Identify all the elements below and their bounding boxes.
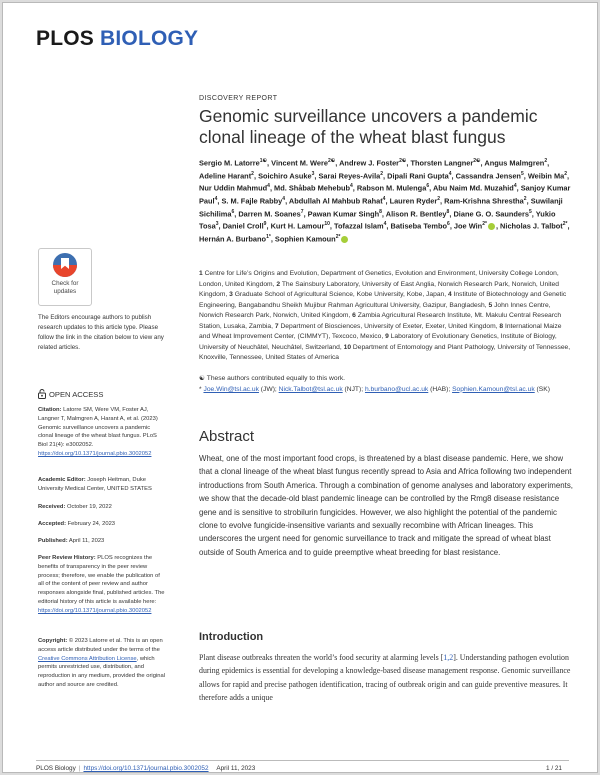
author-affiliation-marker: 4 bbox=[382, 196, 386, 203]
author-name[interactable]: Daniel Croll bbox=[222, 221, 264, 231]
received-date: Received: October 19, 2022 bbox=[38, 504, 112, 510]
correspondence-marker: * bbox=[199, 385, 204, 393]
footer-doi-link[interactable]: https://doi.org/10.1371/journal.pbio.3002052 bbox=[83, 765, 209, 772]
author-name[interactable]: Ram-Krishna Shrestha bbox=[444, 196, 524, 206]
affiliation-text: John Innes Centre, Norwich Research Park, Norwich, United Kingdom, bbox=[199, 301, 551, 319]
affiliation-text: Centre for Life’s Origins and Evolution, Department of Genetics, Evolution and Environment, University College London, London, United Kingdom, bbox=[199, 270, 559, 288]
author-affiliation-marker: 6 bbox=[231, 208, 235, 215]
author-affiliation-marker: 1* bbox=[266, 234, 271, 241]
page-footer: PLOS Biology | https://doi.org/10.1371/journal.pbio.3002052 April 11, 2023 bbox=[36, 765, 256, 772]
author-affiliation-marker: 2 bbox=[437, 196, 440, 203]
correspondence-email-link[interactable]: Sophien.Kamoun@tsl.ac.uk bbox=[452, 385, 535, 393]
citation: Citation: Latorre SM, Were VM, Foster AJ, Langner T, Malmgren A, Harant A, et al. (2023) Genomic surveillance uncovers a pandemic clonal lineage of the wheat blast fungus. PLoS Biol 21(4): e3002052. https://doi.org/10.1371/journal.pbio.3002052 bbox=[38, 407, 158, 457]
correspondence-emails bbox=[199, 385, 574, 396]
affiliation-number: 5 bbox=[488, 301, 493, 309]
author-affiliation-marker: 4 bbox=[267, 183, 270, 190]
editors-note: The Editors encourage authors to publish research updates to this article type. Please follow the link in the citation below to view any related articles. bbox=[38, 314, 164, 351]
author-name[interactable]: Cassandra Jensen bbox=[455, 171, 521, 181]
journal-logo-plos: PLOS bbox=[36, 27, 94, 50]
footer-divider bbox=[36, 760, 569, 761]
author-affiliation-marker: 4 bbox=[350, 183, 353, 190]
check-for-updates-icon bbox=[53, 253, 77, 277]
citation-doi-link[interactable]: https://doi.org/10.1371/journal.pbio.3002052 bbox=[38, 450, 152, 457]
author-name[interactable]: Thorsten Langner bbox=[410, 158, 474, 168]
author-name[interactable]: Sergio M. Latorre bbox=[199, 158, 260, 168]
author-affiliation-marker: 2☯ bbox=[399, 158, 407, 164]
author-notes bbox=[199, 374, 574, 395]
author-name[interactable]: Soichiro Asuke bbox=[258, 171, 312, 181]
correspondence-initials: (SK) bbox=[534, 385, 550, 393]
open-lock-icon bbox=[38, 389, 46, 399]
intro-text-rest: ]. Understanding pathogen evolution during epidemics is essential for developing a knowledge-based disease management response. Genomic surveillance allows for rapid and precise pathogen identification, tracing of outbreak origin and can guide preventive measures. It therefore adds a unique bbox=[199, 653, 571, 702]
author-name[interactable]: Lauren Ryder bbox=[389, 196, 438, 206]
footer-date: April 11, 2023 bbox=[216, 765, 256, 772]
affiliation-number: 3 bbox=[229, 291, 233, 298]
author-affiliation-marker: 2* bbox=[482, 221, 487, 228]
affiliation-list bbox=[199, 269, 574, 364]
author-affiliation-marker: 2* bbox=[562, 221, 568, 228]
equal-contribution-note: ☯ These authors contributed equally to this work. bbox=[199, 375, 346, 382]
journal-logo[interactable] bbox=[36, 27, 198, 51]
badge-line1: Check for bbox=[51, 280, 79, 287]
page-number: 1 / 21 bbox=[546, 765, 562, 772]
affiliation-number: 9 bbox=[385, 333, 389, 340]
correspondence-initials: (HAB); bbox=[428, 385, 453, 393]
affiliation-number: 2 bbox=[276, 280, 281, 288]
affiliation-text: Graduate School of Agricultural Science, Kobe University, Kobe, Japan, bbox=[234, 291, 447, 298]
author-name[interactable]: Yukio Tosa bbox=[199, 209, 556, 231]
author-affiliation-marker: 2 bbox=[251, 170, 254, 177]
article-type: DISCOVERY REPORT bbox=[199, 95, 278, 102]
author-name[interactable]: Diane G. O. Saunders bbox=[453, 209, 530, 219]
author-affiliation-marker: 8 bbox=[446, 208, 450, 215]
open-access-label bbox=[38, 389, 103, 399]
peer-review-history: Peer Review History: PLOS recognizes the benefits of transparency in the peer review process; therefore, we enable the publication of all of the content of peer review and author responses alongside final, published articles. The editorial history of this article is available here: https://doi.org/10.1371/journal.pbio.3002052 bbox=[38, 555, 165, 614]
author-name[interactable]: Abdullah Al Mahbub Rahat bbox=[288, 196, 383, 206]
author-affiliation-marker: 2 bbox=[564, 170, 568, 177]
author-affiliation-marker: 5 bbox=[529, 208, 532, 215]
author-name[interactable]: Sarai Reyes-Avila bbox=[318, 171, 381, 181]
correspondence-email-link[interactable]: h.burbano@ucl.ac.uk bbox=[364, 385, 429, 393]
author-affiliation-marker: 3 bbox=[215, 221, 219, 228]
author-name[interactable]: Nicholas J. Talbot bbox=[500, 221, 563, 231]
affiliation-text: The Sainsbury Laboratory, University of East Anglia, Norwich Research Park, Norwich, United Kingdom, bbox=[199, 280, 559, 298]
journal-logo-biology: BIOLOGY bbox=[100, 27, 199, 50]
author-name[interactable]: Nur Uddin Mahmud bbox=[199, 183, 268, 193]
author-affiliation-marker: 7 bbox=[300, 208, 304, 215]
affiliation-text: Zambia Agricultural Research Institute, Mt. Makulu Central Research Station, Lusaka, Zambia, bbox=[199, 312, 562, 330]
badge-line2: updates bbox=[53, 287, 77, 295]
academic-editor: Academic Editor: Joseph Heitman, Duke University Medical Center, UNITED STATES bbox=[38, 477, 152, 492]
copyright-notice: Copyright: © 2023 Latorre et al. This is an open access article distributed under the terms of the Creative Commons Attribution License, which permits unrestricted use, distribution, and reproduction in any medium, provided the original author and source are credited. bbox=[38, 638, 165, 688]
correspondence-email-link[interactable]: Joe.Win@tsl.ac.uk bbox=[203, 385, 259, 393]
abstract-text: Wheat, one of the most important food crops, is threatened by a blast disease pandemic. Here, we show that a clonal lineage of the wheat blast fungus recently spread to Asia and Africa following two independent introductions from South America. Through a combination of genome analyses and laboratory experiments, we show that the decade-old blast pandemic lineage can be controlled by the Rmg8 disease resistance gene and is sensitive to strobilurin fungicides. However, we also highlight the potential of the pandemic clone to evolve fungicide-insensitive variants and sexually recombine with African lineages. This underscores the urgent need for genomic surveillance to track and mitigate the spread of wheat blast outside of South America and to guide preemptive wheat breeding for blast resistance. bbox=[199, 454, 573, 557]
author-affiliation-marker: 5 bbox=[520, 170, 524, 177]
affiliation-text: Department of Biosciences, University of Exeter, Exeter, United Kingdom, bbox=[280, 322, 498, 330]
author-name[interactable]: Tofazzal Islam bbox=[334, 221, 384, 231]
author-name[interactable]: Vincent M. Were bbox=[271, 158, 328, 168]
author-name[interactable]: Sanjoy Kumar Paul bbox=[199, 183, 571, 206]
author-affiliation-marker: 4 bbox=[448, 170, 452, 177]
affiliation-number: 8 bbox=[499, 322, 504, 330]
author-affiliation-marker: 4 bbox=[282, 196, 286, 203]
orcid-icon[interactable] bbox=[488, 223, 495, 230]
affiliation-number: 1 bbox=[199, 270, 203, 277]
author-name[interactable]: Abu Naim Md. Muzahid bbox=[432, 183, 514, 193]
check-for-updates-badge[interactable] bbox=[38, 248, 92, 306]
author-name[interactable]: Hernán A. Burbano bbox=[199, 234, 267, 244]
author-name[interactable]: Kurt H. Lamour bbox=[270, 221, 325, 231]
author-name[interactable]: Pawan Kumar Singh bbox=[307, 209, 380, 219]
correspondence-initials: (JW); bbox=[258, 385, 279, 393]
author-affiliation-marker: 1☯ bbox=[259, 158, 268, 164]
author-affiliation-marker: 4 bbox=[383, 221, 387, 228]
author-name[interactable]: Sophien Kamoun bbox=[274, 234, 336, 244]
author-list: Sergio M. Latorre$^{1☯}$, Vincent M. Were$^{2☯}$, Andrew J. Foster$^{2☯}$, Thorsten Langner$^{2☯}$, Angus Malmgren$^2$, Adeline Harant$^2$, Soichiro Asuke$^3$, Sarai Reyes-Avila$^2$, Dipali Rani Gupta$^4$, Cassandra Jensen$^5$, Weibin Ma$^2$, Nur Uddin Mahmud$^4$, Md. Shåbab Mehebub$^4$, Rabson M. Mulenga$^6$, Abu Naim Md. Muzahid$^4$, Sanjoy Kumar Paul$^4$, S. M. Fajle Rabby$^4$, Abdullah Al Mahbub Rahat$^4$, Lauren Ryder$^2$, Ram-Krishna Shrestha$^2$, Suwilanji Sichilima$^6$, Darren M. Soanes$^7$, Pawan Kumar Singh$^8$, Alison R. Bentley$^8$, Diane G. O. Saunders$^5$, Yukio Tosa$^3$, Daniel Croll$^9$, Kurt H. Lamour$^{10}$, Tofazzal Islam$^4$, Batiseba Tembo$^6$, Joe Win$^{2*}$ , Nicholas J. Talbot$^{2*}$, Hernán A. Burbano$^{1*}$, Sophien Kamoun$^{2*}$ bbox=[199, 158, 571, 244]
affiliation-number: 4 bbox=[447, 291, 452, 298]
author-affiliation-marker: 4 bbox=[214, 196, 218, 203]
author-name[interactable]: Weibin Ma bbox=[527, 171, 565, 181]
affiliation-number: 10 bbox=[343, 343, 352, 351]
affiliation-number: 7 bbox=[274, 322, 279, 330]
correspondence-initials: (NJT); bbox=[342, 385, 365, 393]
author-affiliation-marker: 6 bbox=[447, 221, 450, 228]
author-affiliation-marker: 2☯ bbox=[473, 158, 481, 164]
author-name[interactable]: Batiseba Tembo bbox=[390, 221, 448, 231]
author-name[interactable]: Md. Shåbab Mehebub bbox=[274, 183, 351, 193]
affiliation-text: Institute of Biotechnology and Genetic Engineering, Bangabandhu Sheikh Mujibur Rahman Agricultural University, Gazipur, Bangladesh, bbox=[199, 291, 567, 309]
author-affiliation-marker: 8 bbox=[379, 208, 382, 215]
author-name[interactable]: Joe Win bbox=[453, 221, 483, 231]
author-affiliation-marker: 3 bbox=[311, 170, 315, 177]
affiliation-text: Department of Entomology and Plant Pathology, University of Tennessee, Knoxville, Tennessee, United States of America bbox=[199, 343, 571, 361]
author-affiliation-marker: 2 bbox=[544, 158, 548, 164]
author-affiliation-marker: 2* bbox=[335, 234, 341, 241]
author-name[interactable]: Darren M. Soanes bbox=[238, 209, 301, 219]
abstract-heading: Abstract bbox=[199, 428, 255, 445]
intro-text-start: Plant disease outbreaks threaten the world’s food security at alarming levels [ bbox=[199, 653, 444, 662]
orcid-icon[interactable] bbox=[341, 236, 348, 243]
author-name[interactable]: Angus Malmgren bbox=[484, 158, 545, 168]
intro-citation-link[interactable]: 1,2 bbox=[443, 653, 454, 662]
introduction-text bbox=[199, 651, 574, 704]
cc-license-link[interactable]: Creative Commons Attribution License bbox=[38, 655, 137, 662]
peer-review-link[interactable]: https://doi.org/10.1371/journal.pbio.3002052 bbox=[38, 607, 152, 614]
affiliation-number: 6 bbox=[352, 312, 356, 319]
author-affiliation-marker: 2 bbox=[380, 170, 384, 177]
author-affiliation-marker: 2☯ bbox=[327, 158, 336, 164]
author-affiliation-marker: 10 bbox=[324, 221, 330, 228]
article-title: Genomic surveillance uncovers a pandemic clonal lineage of the wheat blast fungus bbox=[199, 106, 538, 147]
accepted-date: Accepted: February 24, 2023 bbox=[38, 521, 116, 527]
author-affiliation-marker: 6 bbox=[426, 183, 430, 190]
author-affiliation-marker: 2 bbox=[523, 196, 527, 203]
author-name[interactable]: S. M. Fajle Rabby bbox=[221, 196, 283, 206]
author-affiliation-marker: 4 bbox=[513, 183, 517, 190]
open-access-text: OPEN ACCESS bbox=[49, 390, 104, 399]
published-date: Published: April 11, 2023 bbox=[38, 538, 105, 544]
introduction-heading: Introduction bbox=[199, 631, 264, 643]
author-name[interactable]: Suwilanji Sichilima bbox=[199, 196, 563, 219]
author-affiliation-marker: 9 bbox=[263, 221, 267, 228]
author-name[interactable]: Dipali Rani Gupta bbox=[387, 171, 449, 181]
author-name[interactable]: Adeline Harant bbox=[199, 171, 252, 181]
footer-journal: PLOS Biology bbox=[36, 765, 76, 772]
affiliation-text: Laboratory of Evolutionary Genetics, Institute of Biology, University of Neuchâtel, Neuchâtel, Switzerland, bbox=[199, 333, 557, 351]
author-name[interactable]: Rabson M. Mulenga bbox=[356, 183, 427, 193]
author-name[interactable]: Andrew J. Foster bbox=[339, 158, 400, 168]
correspondence-email-link[interactable]: Nick.Talbot@tsl.ac.uk bbox=[278, 385, 343, 393]
author-name[interactable]: Alison R. Bentley bbox=[385, 209, 447, 219]
affiliation-text: International Maize and Wheat Improvement Center, (CIMMYT), Texcoco, Mexico, bbox=[199, 322, 562, 340]
article-page bbox=[2, 2, 598, 773]
